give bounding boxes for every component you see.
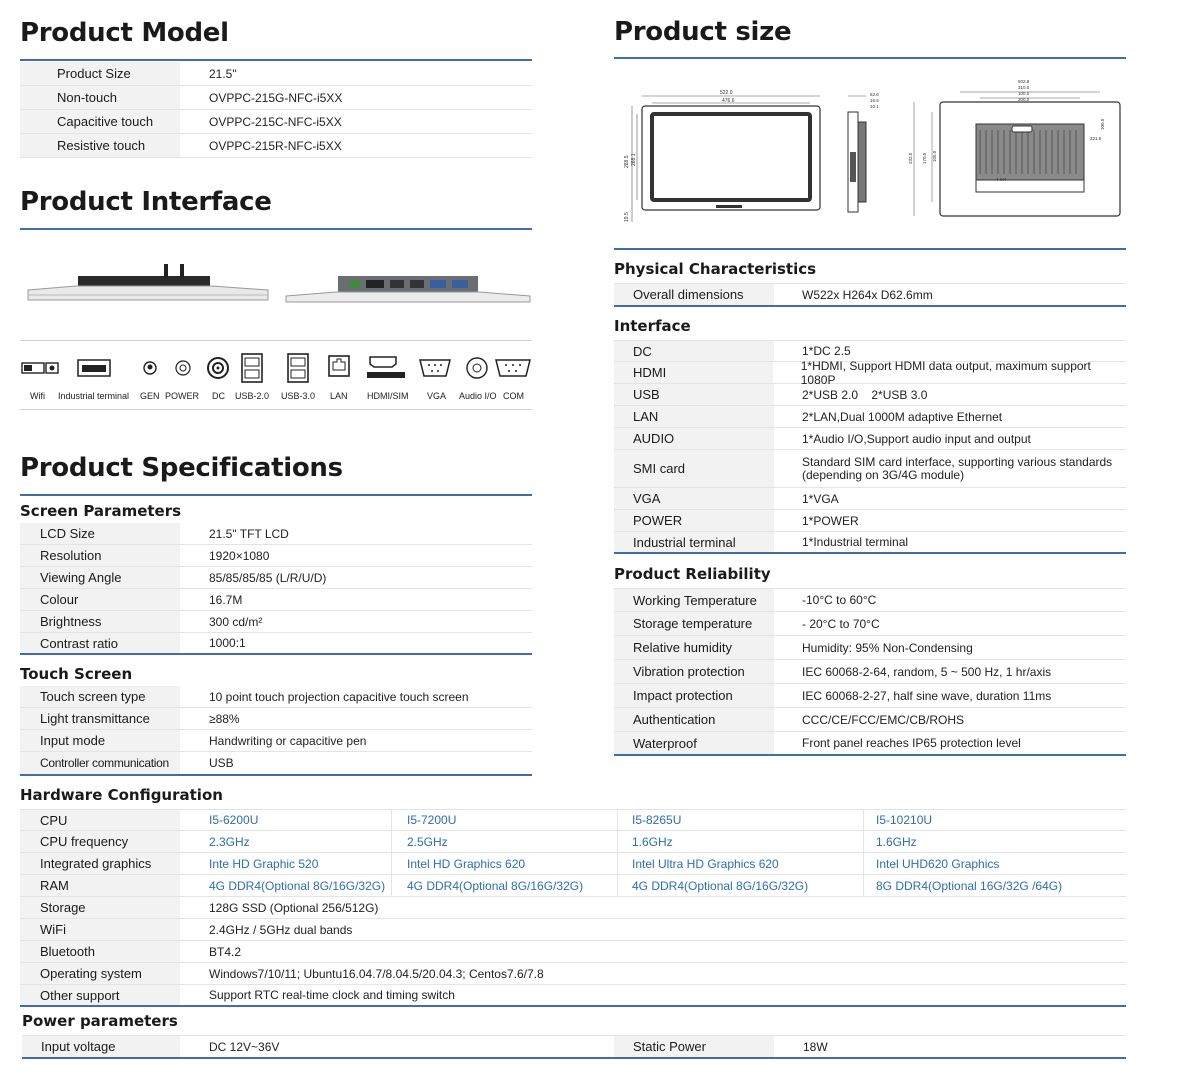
table-row <box>614 708 1126 732</box>
table-row <box>614 532 1126 554</box>
dim-label: 10.1 <box>870 104 879 109</box>
static-power-label: Static Power <box>614 1036 774 1057</box>
port-label: Industrial terminal <box>58 391 130 401</box>
row-value: 1*Industrial terminal <box>802 535 909 549</box>
row-value: Intel HD Graphics 620 <box>392 853 618 874</box>
table-row <box>20 985 1126 1007</box>
physical-table <box>614 283 1126 307</box>
row-label: Storage <box>20 897 180 918</box>
row-label: Authentication <box>614 708 774 731</box>
dimension-drawing <box>620 72 1126 240</box>
row-value: USB <box>209 756 234 770</box>
row-value: -10°C to 60°C <box>802 593 877 607</box>
port-label: GEN <box>140 391 160 401</box>
row-value: 2.4GHz / 5GHz dual bands <box>209 922 353 937</box>
usb2-icon <box>242 354 262 382</box>
vga-icon <box>420 360 450 376</box>
power-parameters-heading: Power parameters <box>22 1012 178 1030</box>
side-view-left-image <box>26 262 270 304</box>
dim-label: 100.0 <box>1018 91 1030 96</box>
row-label: Non-touch <box>20 86 180 109</box>
dc-icon <box>208 358 228 378</box>
dim-label: 502.8 <box>1018 79 1030 84</box>
table-row <box>20 545 532 567</box>
product-size-title: Product size <box>614 17 792 47</box>
row-value: I5-8265U <box>618 810 864 830</box>
product-model-table <box>20 62 532 158</box>
row-label: POWER <box>614 510 774 531</box>
row-label: Operating system <box>20 963 180 984</box>
input-voltage-value: DC 12V~36V <box>209 1039 280 1054</box>
row-label: Input mode <box>20 730 180 751</box>
title-rule <box>614 57 1126 59</box>
usb3-icon <box>288 354 308 382</box>
product-interface-title: Product Interface <box>20 187 272 217</box>
row-value: Support RTC real-time clock and timing switch <box>209 988 455 1002</box>
row-value: 1*DC 2.5 <box>802 344 851 358</box>
dim-label: 62.6 <box>870 92 879 97</box>
row-value: 4G DDR4(Optional 8G/16G/32G) <box>180 875 392 896</box>
row-label: Waterproof <box>614 732 774 754</box>
audio-icon <box>467 358 487 378</box>
table-row <box>20 941 1126 963</box>
product-specifications-title: Product Specifications <box>20 453 343 483</box>
port-icons-strip <box>20 352 532 384</box>
row-label: AUDIO <box>614 428 774 449</box>
table-row <box>22 1035 1126 1059</box>
touch-screen-table <box>20 686 532 776</box>
dim-label: 200.0 <box>1018 97 1030 102</box>
table-row <box>20 831 1126 853</box>
row-label: Integrated graphics <box>20 853 180 874</box>
table-row <box>614 384 1126 406</box>
dim-label: 221.6 <box>1090 136 1102 141</box>
table-row <box>614 732 1126 756</box>
lan-icon <box>329 356 349 376</box>
row-label: WiFi <box>20 919 180 940</box>
row-label: CPU <box>20 810 180 830</box>
row-label: Resistive touch <box>20 134 180 157</box>
row-value: 21.5" TFT LCD <box>209 526 289 541</box>
row-value: 1.6GHz <box>618 831 864 852</box>
row-label: DC <box>614 341 774 361</box>
table-row <box>20 809 1126 831</box>
screen-parameters-heading: Screen Parameters <box>20 502 182 520</box>
row-value: Windows7/10/11; Ubuntu16.04.7/8.04.5/20.04.3; Centos7.6/7.8 <box>209 966 544 981</box>
row-value: OVPPC-215G-NFC-i5XX <box>209 90 343 105</box>
row-label: Light transmittance <box>20 708 180 729</box>
row-value: 85/85/85/85 (L/R/U/D) <box>209 570 327 585</box>
divider <box>20 409 532 410</box>
row-value: 16.7M <box>209 592 243 607</box>
row-value: 2*LAN,Dual 1000M adaptive Ethernet <box>802 409 1003 424</box>
row-value: 1.6GHz <box>876 834 917 849</box>
dim-label: 19.5 <box>624 212 630 222</box>
wifi-port-icon <box>22 363 58 373</box>
port-label: USB-2.0 <box>235 391 270 401</box>
com-icon <box>496 360 530 376</box>
dim-label: 522.0 <box>720 90 733 96</box>
table-row <box>20 963 1126 985</box>
row-value: 8G DDR4(Optional 16G/32G /64G) <box>876 878 1063 893</box>
table-row <box>614 588 1126 612</box>
table-row <box>20 853 1126 875</box>
hardware-configuration-heading: Hardware Configuration <box>20 786 223 804</box>
port-label: HDMI/SIM <box>367 391 409 401</box>
row-value: Humidity: 95% Non-Condensing <box>802 640 973 655</box>
port-label: LAN <box>330 391 348 401</box>
row-value: 2*USB 2.0 2*USB 3.0 <box>802 387 928 402</box>
dim-label: 170.0 <box>922 152 927 164</box>
table-row <box>614 358 1126 387</box>
table-row <box>20 730 532 752</box>
row-label: Working Temperature <box>614 589 774 611</box>
table-row <box>20 686 532 708</box>
power-table <box>22 1035 1126 1059</box>
row-label: CPU frequency <box>20 831 180 852</box>
interface-table <box>614 340 1126 554</box>
row-label: LAN <box>614 406 774 427</box>
row-value: I5-6200U <box>180 810 392 830</box>
row-value: 4G DDR4(Optional 8G/16G/32G) <box>392 875 618 896</box>
table-row <box>614 612 1126 636</box>
product-reliability-heading: Product Reliability <box>614 565 771 583</box>
row-label: RAM <box>20 875 180 896</box>
table-row <box>614 450 1126 488</box>
row-value: 300 cd/m² <box>209 614 263 629</box>
row-value: 10 point touch projection capacitive touch screen <box>209 689 469 704</box>
dim-label: 16.5 <box>870 98 879 103</box>
table-row <box>20 919 1126 941</box>
table-row <box>614 283 1126 307</box>
row-value: 1*VGA <box>802 491 839 506</box>
row-label: HDMI <box>614 362 773 383</box>
row-value: 1000:1 <box>209 636 246 650</box>
table-row <box>20 86 532 110</box>
industrial-terminal-icon <box>78 360 110 376</box>
row-label: Resolution <box>20 545 180 566</box>
dim-label: 288.5 <box>624 155 630 168</box>
side-view-right-image <box>284 272 532 304</box>
row-value: IEC 60068-2-64, random, 5 ~ 500 Hz, 1 hr/axis <box>802 664 1052 679</box>
row-label: Storage temperature <box>614 612 774 635</box>
row-value: 128G SSD (Optional 256/512G) <box>209 900 379 915</box>
dim-label: 4-M4 <box>996 177 1007 182</box>
row-label: VGA <box>614 488 774 509</box>
row-value: OVPPC-215C-NFC-i5XX <box>209 114 342 129</box>
title-rule <box>614 248 1126 250</box>
table-row <box>20 752 532 776</box>
row-label: Impact protection <box>614 684 774 707</box>
row-value: Inte HD Graphic 520 <box>180 853 392 874</box>
dim-label: 100.0 <box>1100 118 1105 130</box>
table-row <box>20 611 532 633</box>
port-label: DC <box>212 391 225 401</box>
side-view-drawing <box>848 92 879 212</box>
port-label: POWER <box>165 391 200 401</box>
row-value: 1*Audio I/O,Support audio input and output <box>802 431 1031 446</box>
product-model-title: Product Model <box>20 18 229 48</box>
row-label: Industrial terminal <box>614 532 774 552</box>
row-value: - 20°C to 70°C <box>802 616 880 631</box>
table-row <box>20 110 532 134</box>
row-value: Front panel reaches IP65 protection level <box>802 736 1021 750</box>
row-value: 2.5GHz <box>392 831 618 852</box>
gen-icon <box>144 362 156 374</box>
row-value: Intel UHD620 Graphics <box>876 856 1000 871</box>
interface-heading: Interface <box>614 317 691 335</box>
hdmi-sim-icon <box>367 357 405 378</box>
table-row <box>20 708 532 730</box>
table-row <box>20 633 532 655</box>
row-label: Overall dimensions <box>614 284 774 305</box>
row-label: Colour <box>20 589 180 610</box>
row-label: Vibration protection <box>614 660 774 683</box>
row-value: I5-10210U <box>876 813 933 827</box>
row-value: Handwriting or capacitive pen <box>209 733 367 748</box>
hardware-table <box>20 809 1126 1007</box>
row-value: 4G DDR4(Optional 8G/16G/32G) <box>618 875 864 896</box>
table-row <box>20 589 532 611</box>
row-label: Viewing Angle <box>20 567 180 588</box>
front-view-drawing <box>624 90 820 222</box>
dim-label: 476.6 <box>722 98 735 104</box>
row-value: 2.3GHz <box>180 831 392 852</box>
row-value: IEC 60068-2-27, half sine wave, duration 11ms <box>802 688 1052 703</box>
row-label: Contrast ratio <box>20 633 180 653</box>
row-label: SMI card <box>614 450 774 487</box>
static-power-value: 18W <box>803 1039 828 1054</box>
row-value: CCC/CE/FCC/EMC/CB/ROHS <box>802 712 965 727</box>
screen-parameters-table <box>20 523 532 655</box>
table-row <box>614 488 1126 510</box>
port-label: Audio I/O <box>459 391 497 401</box>
divider <box>20 340 532 341</box>
table-row <box>20 62 532 86</box>
row-value: 1920×1080 <box>209 548 270 563</box>
dim-label: 268.1 <box>631 153 637 166</box>
title-rule <box>20 494 532 496</box>
table-row <box>614 660 1126 684</box>
port-label: Wifi <box>30 391 45 401</box>
power-icon <box>176 361 190 375</box>
table-row <box>20 875 1126 897</box>
reliability-table <box>614 588 1126 756</box>
row-value: Intel Ultra HD Graphics 620 <box>618 853 864 874</box>
row-value: BT4.2 <box>209 944 242 959</box>
input-voltage-label: Input voltage <box>22 1036 180 1057</box>
row-label: Touch screen type <box>20 686 180 707</box>
table-row <box>614 684 1126 708</box>
table-row <box>20 134 532 158</box>
dim-label: 310.0 <box>1018 85 1030 90</box>
dim-label: 105.0 <box>932 150 937 162</box>
row-value: Standard SIM card interface, supporting various standards (depending on 3G/4G module) <box>802 454 1113 482</box>
row-label: Other support <box>20 985 180 1005</box>
row-label: Brightness <box>20 611 180 632</box>
row-value: 1*HDMI, Support HDMI data output, maximum support 1080P <box>800 358 1091 387</box>
dim-label: 232.5 <box>908 152 913 164</box>
port-label: USB-3.0 <box>281 391 316 401</box>
port-label: COM <box>503 391 524 401</box>
table-row <box>614 510 1126 532</box>
row-label: LCD Size <box>20 523 180 544</box>
row-value: W522x H264x D62.6mm <box>802 287 933 302</box>
port-label: VGA <box>427 391 447 401</box>
table-row <box>20 523 532 545</box>
row-label: Controller communication <box>20 752 180 774</box>
title-rule <box>20 228 532 230</box>
row-label: Product Size <box>20 62 180 85</box>
row-value: 1*POWER <box>802 513 859 528</box>
row-label: Relative humidity <box>614 636 774 659</box>
row-value: OVPPC-215R-NFC-i5XX <box>209 138 342 153</box>
back-view-drawing <box>908 79 1120 216</box>
row-value: I5-7200U <box>392 810 618 830</box>
touch-screen-heading: Touch Screen <box>20 665 133 683</box>
table-row <box>20 897 1126 919</box>
table-row <box>614 636 1126 660</box>
table-row <box>614 406 1126 428</box>
row-label: Bluetooth <box>20 941 180 962</box>
table-row <box>20 567 532 589</box>
row-label: Capacitive touch <box>20 110 180 133</box>
row-value: ≥88% <box>209 711 240 726</box>
physical-characteristics-heading: Physical Characteristics <box>614 260 817 278</box>
table-row <box>614 428 1126 450</box>
row-label: USB <box>614 384 774 405</box>
title-rule <box>20 59 532 61</box>
row-value: 21.5" <box>209 66 237 81</box>
